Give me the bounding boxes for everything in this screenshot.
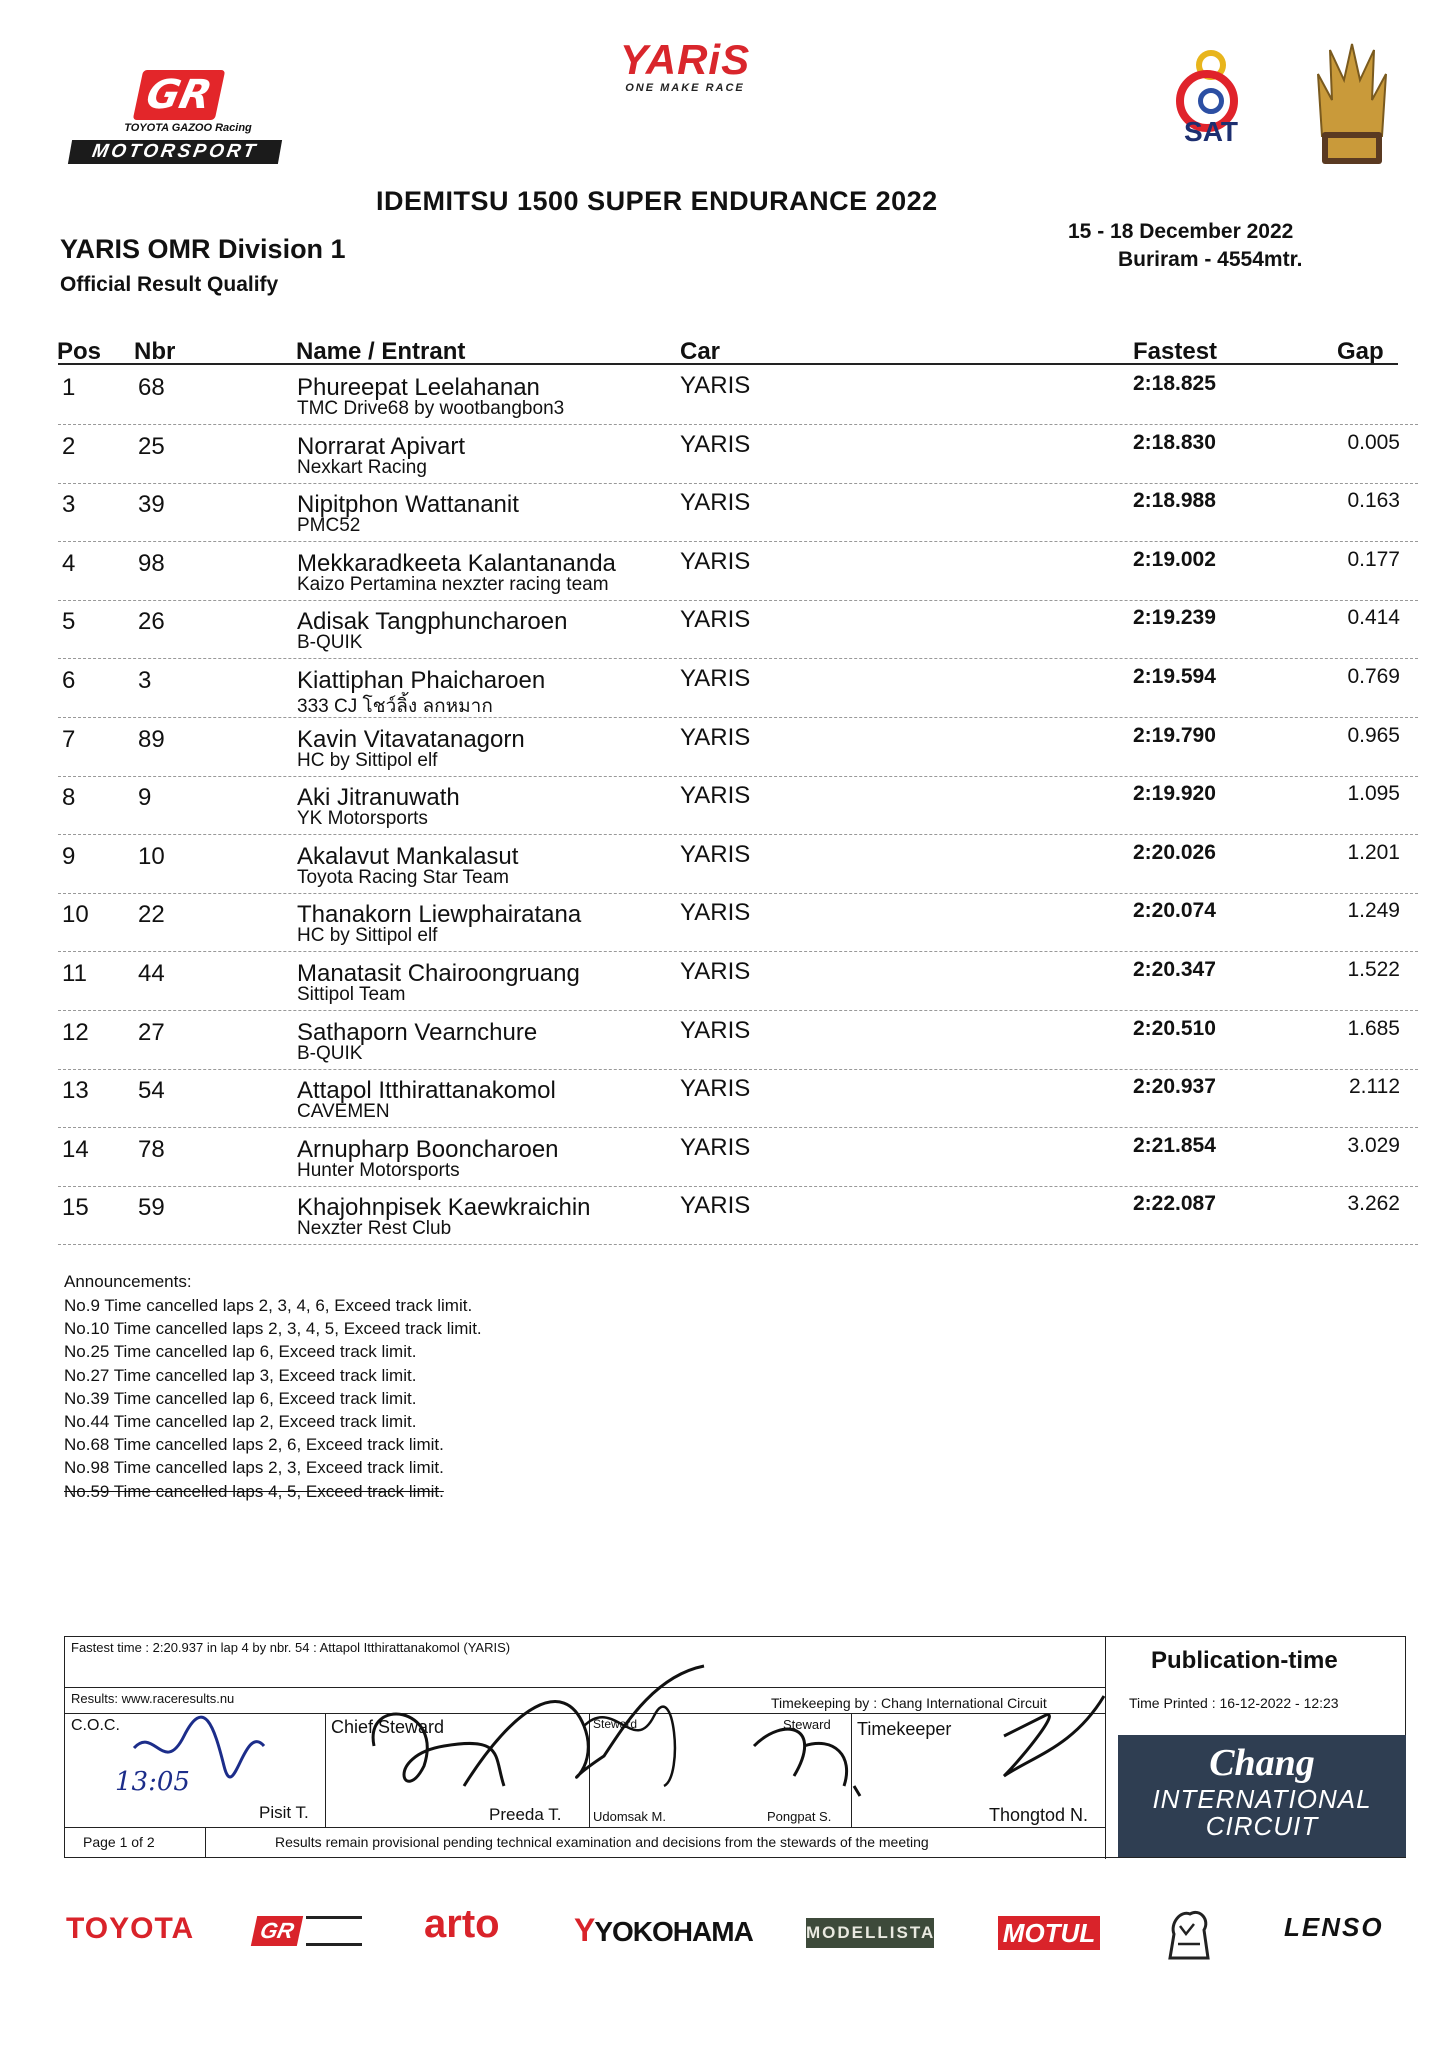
driver-name-cell: Adisak Tangphuncharoen (297, 608, 568, 636)
driver-name-cell: Attapol Itthirattanakomol (297, 1077, 556, 1105)
gr-motorsport-banner: MOTORSPORT (68, 140, 282, 164)
gap-cell: 2.112 (1349, 1075, 1400, 1099)
car-cell: YARIS (680, 1133, 751, 1161)
sat-logo (1168, 50, 1254, 160)
driver-name-cell: Nipitphon Wattananit (297, 491, 519, 519)
entrant-cell: HC by Sittipol elf (297, 925, 438, 947)
steward-signature-2 (754, 1729, 860, 1796)
car-cell: YARIS (680, 958, 751, 985)
fastest-lap-cell: 2:20.510 (1133, 1016, 1216, 1040)
car-number-cell: 22 (138, 901, 165, 929)
car-cell: YARIS (680, 1192, 751, 1220)
position-cell: 12 (62, 1018, 89, 1046)
column-header-gap: Gap (1337, 338, 1384, 365)
position-cell: 6 (62, 667, 76, 694)
position-cell: 9 (62, 842, 76, 870)
car-number-cell: 89 (138, 725, 165, 753)
gap-cell: 0.177 (1347, 547, 1400, 571)
yaris-one-make-race-logo (590, 38, 780, 98)
entrant-cell: PMC52 (297, 515, 361, 537)
fastest-lap-cell: 2:22.087 (1133, 1192, 1216, 1216)
fastest-lap-cell: 2:20.074 (1133, 899, 1216, 923)
table-row (0, 776, 1451, 835)
table-row (0, 893, 1451, 952)
fastest-lap-cell: 2:19.002 (1133, 547, 1216, 571)
position-cell: 14 (62, 1135, 89, 1163)
table-row (0, 835, 1451, 894)
table-row (0, 1069, 1451, 1128)
gr-subtitle: TOYOTA GAZOO Racing (124, 122, 252, 134)
entrant-cell: B-QUIK (297, 1042, 363, 1064)
car-cell: YARIS (680, 430, 751, 458)
fastest-lap-cell: 2:19.920 (1133, 782, 1216, 806)
car-cell: YARIS (680, 1075, 751, 1103)
singha-lion-icon (1160, 1904, 1218, 1964)
fastest-lap-cell: 2:20.347 (1133, 958, 1216, 981)
driver-name-cell: Mekkaradkeeta Kalantananda (297, 549, 616, 577)
publication-time-title: Publication-time (1151, 1647, 1338, 1674)
gap-cell: 0.414 (1347, 606, 1400, 630)
table-row (0, 952, 1451, 1011)
event-title: IDEMITSU 1500 SUPER ENDURANCE 2022 (376, 186, 938, 216)
fastest-lap-cell: 2:20.937 (1133, 1075, 1216, 1099)
announcement-item: No.98 Time cancelled laps 2, 3, Exceed track limit. (64, 1458, 444, 1478)
table-row (0, 425, 1451, 484)
steward-name-1: Udomsak M. (593, 1809, 666, 1824)
driver-name-cell: Kavin Vitavatanagorn (297, 725, 525, 753)
results-url: Results: www.raceresults.nu (71, 1691, 235, 1706)
time-printed: Time Printed : 16-12-2022 - 12:23 (1129, 1695, 1339, 1711)
car-cell: YARIS (680, 665, 751, 692)
driver-name-cell: Manatasit Chairoongruang (297, 960, 580, 987)
entrant-cell: TMC Drive68 by wootbangbon3 (297, 398, 565, 419)
driver-name-cell: Akalavut Mankalasut (297, 842, 519, 870)
chang-line2: INTERNATIONAL (1152, 1784, 1372, 1814)
fastest-lap-cell: 2:19.239 (1133, 606, 1216, 630)
car-number-cell: 78 (138, 1135, 165, 1163)
announcement-item: No.39 Time cancelled lap 6, Exceed track limit. (64, 1388, 417, 1408)
position-cell: 3 (62, 491, 76, 519)
fastest-lap-cell: 2:18.830 (1133, 430, 1216, 454)
driver-name-cell: Khajohnpisek Kaewkraichin (297, 1194, 591, 1222)
sponsor-modellista: MODELLISTA (806, 1918, 934, 1948)
gap-cell: 3.262 (1347, 1192, 1400, 1216)
driver-name-cell: Arnupharp Booncharoen (297, 1135, 559, 1163)
row-divider (58, 1244, 1418, 1245)
announcement-item: No.68 Time cancelled laps 2, 6, Exceed track limit. (64, 1435, 444, 1455)
entrant-cell: YK Motorsports (297, 808, 428, 830)
table-row (0, 1011, 1451, 1070)
column-header-name: Name / Entrant (296, 338, 466, 365)
announcement-item: No.59 Time cancelled laps 4, 5, Exceed track limit. (64, 1481, 444, 1501)
timekeeper-label: Timekeeper (857, 1719, 952, 1739)
car-cell: YARIS (680, 840, 751, 868)
position-cell: 15 (62, 1194, 89, 1222)
fastest-lap-cell: 2:20.026 (1133, 840, 1216, 864)
car-number-cell: 59 (138, 1194, 165, 1222)
entrant-cell: Sittipol Team (297, 984, 406, 1005)
chang-line3: CIRCUIT (1205, 1811, 1319, 1841)
entrant-cell: Hunter Motorsports (297, 1159, 460, 1181)
car-number-cell: 26 (138, 608, 165, 636)
event-date: 15 - 18 December 2022 (1068, 220, 1294, 243)
signature-scribbles (64, 1636, 1114, 1858)
driver-name-cell: Sathaporn Vearnchure (297, 1018, 538, 1046)
car-cell: YARIS (680, 723, 751, 751)
table-row (0, 1186, 1451, 1245)
position-cell: 13 (62, 1077, 89, 1105)
car-number-cell: 39 (138, 491, 165, 519)
position-cell: 4 (62, 549, 76, 577)
announcement-item: No.44 Time cancelled lap 2, Exceed track limit. (64, 1412, 417, 1432)
fastest-lap-cell: 2:19.790 (1133, 723, 1216, 747)
table-row (0, 718, 1451, 777)
coc-handwritten-time: 13:05 (115, 1767, 190, 1797)
entrant-cell: Kaizo Pertamina nexzter racing team (297, 573, 609, 595)
column-header-nbr: Nbr (134, 338, 176, 365)
table-row (0, 483, 1451, 542)
coc-name: Pisit T. (259, 1803, 309, 1822)
chief-steward-signature (373, 1666, 704, 1786)
table-row (0, 366, 1451, 425)
fastest-lap-cell: 2:21.854 (1133, 1133, 1216, 1157)
car-number-cell: 54 (138, 1077, 165, 1105)
car-cell: YARIS (680, 899, 751, 927)
sponsor-gr: GR (254, 1912, 364, 1952)
fastest-lap-cell: 2:18.825 (1133, 372, 1216, 395)
fastest-lap-cell: 2:19.594 (1133, 665, 1216, 688)
gap-cell: 0.965 (1347, 723, 1400, 747)
steward-name-2: Pongpat S. (767, 1809, 832, 1824)
car-number-cell: 3 (138, 667, 152, 694)
royal-crest-icon (1312, 40, 1392, 168)
announcement-item: No.9 Time cancelled laps 2, 3, 4, 6, Exceed track limit. (64, 1296, 473, 1315)
chang-international-circuit-logo (1118, 1735, 1406, 1857)
gap-cell: 0.769 (1347, 665, 1400, 688)
position-cell: 7 (62, 725, 76, 753)
gap-cell: 1.685 (1347, 1016, 1400, 1040)
coc-label: C.O.C. (71, 1717, 120, 1734)
yaris-wordmark: YARiS (619, 36, 751, 83)
table-row (0, 1128, 1451, 1187)
car-cell: YARIS (680, 489, 751, 517)
gap-cell: 3.029 (1347, 1133, 1400, 1157)
car-cell: YARIS (680, 1016, 751, 1044)
division-title: YARIS OMR Division 1 (60, 234, 346, 264)
entrant-cell: 333 CJ โชว์ลิ้ง ลกหมาก (297, 696, 493, 717)
gap-cell: 1.201 (1347, 840, 1400, 864)
driver-name-cell: Aki Jitranuwath (297, 784, 460, 812)
chief-steward-label: Chief Steward (331, 1717, 445, 1737)
timekeeper-name: Thongtod N. (989, 1805, 1089, 1825)
timekeeper-signature (1004, 1696, 1104, 1776)
gap-cell: 0.163 (1347, 489, 1400, 513)
fastest-time-note: Fastest time : 2:20.937 in lap 4 by nbr. 54 : Attapol Itthirattanakomol (YARIS) (71, 1640, 511, 1655)
steward-label-2: Steward (783, 1717, 831, 1732)
entrant-cell: Toyota Racing Star Team (297, 866, 509, 888)
chang-word: Chang (1209, 1742, 1315, 1784)
announcement-item: No.25 Time cancelled lap 6, Exceed track limit. (64, 1342, 417, 1362)
sat-text: SAT (1184, 116, 1238, 147)
car-number-cell: 9 (138, 784, 152, 812)
entrant-cell: Nexkart Racing (297, 456, 427, 478)
provisional-disclaimer: Results remain provisional pending technical examination and decisions from the stewards of the meeting (275, 1834, 929, 1850)
announcement-item: No.10 Time cancelled laps 2, 3, 4, 5, Exceed track limit. (64, 1319, 482, 1339)
driver-name-cell: Thanakorn Liewphairatana (297, 901, 582, 929)
car-number-cell: 27 (138, 1018, 165, 1046)
car-cell: YARIS (680, 606, 751, 634)
announcement-item: No.27 Time cancelled lap 3, Exceed track limit. (64, 1365, 417, 1385)
table-row (0, 542, 1451, 601)
position-cell: 5 (62, 608, 76, 636)
sponsor-arto: arto (424, 1902, 500, 1946)
driver-name-cell: Phureepat Leelahanan (297, 374, 540, 401)
car-number-cell: 44 (138, 960, 165, 987)
position-cell: 8 (62, 784, 76, 812)
column-header-fastest: Fastest (1133, 338, 1218, 365)
event-venue: Buriram - 4554mtr. (1118, 248, 1303, 271)
announcements-list (64, 1294, 482, 1503)
timekeeping-note: Timekeeping by : Chang International Circuit (771, 1695, 1047, 1711)
gap-cell: 1.249 (1347, 899, 1400, 923)
gr-motorsport-logo (70, 70, 285, 165)
header-rule (58, 363, 1398, 365)
car-cell: YARIS (680, 547, 751, 575)
car-number-cell: 25 (138, 432, 165, 460)
gr-mark: GR (133, 70, 226, 120)
gap-cell: 1.095 (1347, 782, 1400, 806)
gap-cell: 0.005 (1347, 430, 1400, 454)
entrant-cell: CAVEMEN (297, 1101, 390, 1123)
driver-name-cell: Norrarat Apivart (297, 432, 466, 460)
sponsor-yokohama: YYOKOHAMA (574, 1912, 753, 1948)
sponsor-lenso: LENSO (1284, 1912, 1384, 1942)
driver-name-cell: Kiattiphan Phaicharoen (297, 667, 546, 694)
column-header-pos: Pos (57, 338, 102, 365)
column-header-car: Car (680, 338, 721, 365)
steward-label-1: Steward (593, 1717, 638, 1731)
car-number-cell: 98 (138, 549, 165, 577)
position-cell: 2 (62, 432, 76, 460)
yaris-subtitle: ONE MAKE RACE (625, 82, 745, 94)
announcements-heading: Announcements: (64, 1272, 192, 1291)
fastest-lap-cell: 2:18.988 (1133, 489, 1216, 513)
result-type: Official Result Qualify (60, 273, 279, 296)
car-number-cell: 10 (138, 842, 165, 870)
chief-steward-name: Preeda T. (489, 1805, 562, 1824)
page-number: Page 1 of 2 (83, 1834, 155, 1850)
position-cell: 11 (62, 960, 87, 987)
coc-signature (134, 1717, 264, 1777)
sponsor-toyota: TOYOTA (66, 1912, 195, 1945)
gap-cell: 1.522 (1347, 958, 1400, 981)
entrant-cell: B-QUIK (297, 632, 363, 654)
sponsor-motul: MOTUL (998, 1916, 1100, 1950)
car-number-cell: 68 (138, 374, 165, 401)
table-row (0, 600, 1451, 659)
position-cell: 10 (62, 901, 89, 929)
position-cell: 1 (62, 374, 76, 401)
car-cell: YARIS (680, 372, 751, 399)
car-cell: YARIS (680, 782, 751, 810)
table-row (0, 659, 1451, 718)
entrant-cell: Nexzter Rest Club (297, 1218, 452, 1240)
entrant-cell: HC by Sittipol elf (297, 749, 438, 771)
